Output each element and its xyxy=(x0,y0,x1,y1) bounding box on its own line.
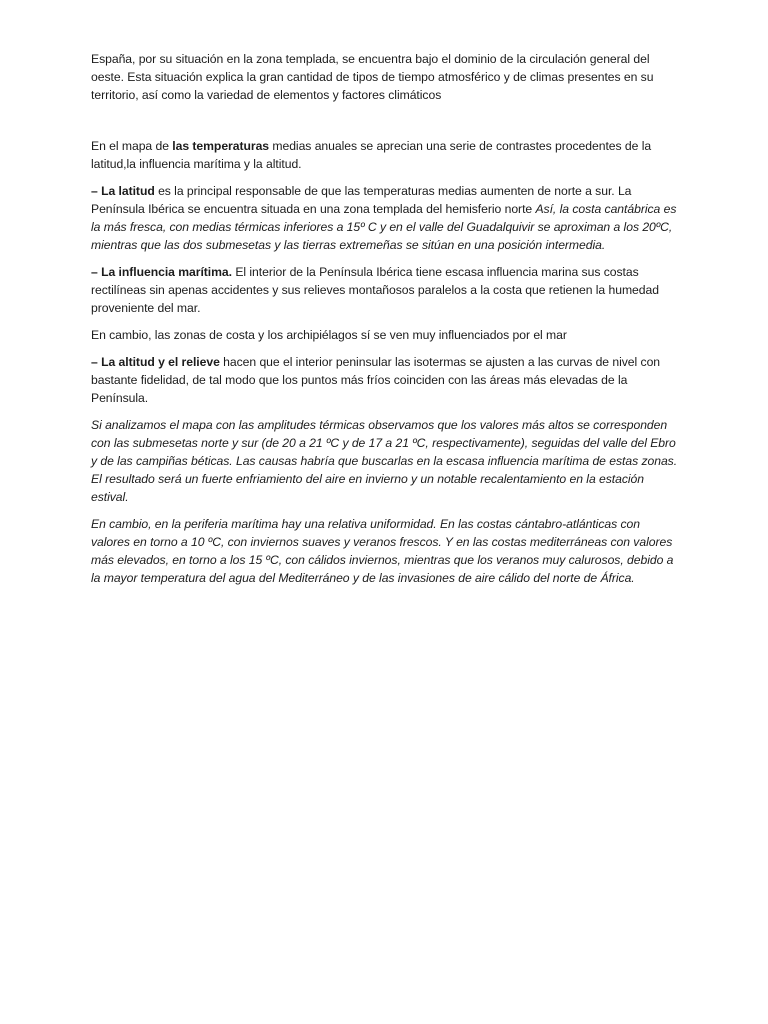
altitude-heading: – La altitud y el relieve xyxy=(91,355,220,369)
latitude-heading: – La latitud xyxy=(91,184,155,198)
temperatures-paragraph xyxy=(91,137,681,173)
maritime-paragraph xyxy=(91,263,681,317)
coast-text: En cambio, las zonas de costa y los archipiélagos sí se ven muy influenciados por el mar xyxy=(91,328,567,342)
periphery-text: En cambio, en la periferia marítima hay una relativa uniformidad. En las costas cántabro-atlánticas con valores en torno a 10 ºC, con inviernos suaves y veranos frescos. Y en las costas mediterráneas con valores más elevados, en torno a los 15 ºC, con cálidos inviernos, mientras que los veranos muy calurosos, debido a la mayor temperatura del agua del Mediterráneo y de las invasiones de aire cálido del norte de África. xyxy=(91,517,674,585)
coast-paragraph xyxy=(91,326,681,344)
amplitudes-text: Si analizamos el mapa con las amplitudes térmicas observamos que los valores más altos se corresponden con las submesetas norte y sur (de 20 a 21 ºC y de 17 a 21 ºC, respectivamente), seguidas del valle del Ebro y de las campiñas béticas. Las causas habría que buscarlas en la escasa influencia marítima de estas zonas. El resultado será un fuerte enfriamiento del aire en invierno y un notable recalentamiento en la estación estival. xyxy=(91,418,678,504)
latitude-text: es la principal responsable de que las temperaturas medias aumenten de norte a sur. La Península Ibérica se encuentra situada en una zona templada del hemisferio norte xyxy=(91,184,632,216)
temperatures-text: medias anuales se aprecian una serie de contrastes procedentes de la latitud,la influencia marítima y la altitud. xyxy=(91,139,652,171)
maritime-text: El interior de la Península Ibérica tiene escasa influencia marina sus costas rectilíneas sin apenas accidentes y sus relieves montañosos paralelos a la costa que retienen la humedad proveniente del mar. xyxy=(91,265,659,315)
temperatures-bold-term: las temperaturas xyxy=(172,139,270,153)
document-page xyxy=(91,50,681,596)
periphery-paragraph xyxy=(91,515,681,587)
altitude-paragraph xyxy=(91,353,681,407)
amplitudes-paragraph xyxy=(91,416,681,506)
altitude-text: hacen que el interior peninsular las isotermas se ajusten a las curvas de nivel con bastante fidelidad, de tal modo que los puntos más fríos coinciden con las áreas más elevadas de la Península. xyxy=(91,355,661,405)
latitude-italic-text: Así, la costa cantábrica es la más fresca, con medias térmicas inferiores a 15º C y en el valle del Guadalquivir se aproximan a los 20ºC, mientras que las dos submesetas y las tierras extremeñas se sitúan en una posición intermedia. xyxy=(91,202,677,252)
temperatures-lead-text: En el mapa de xyxy=(91,139,173,153)
intro-text: España, por su situación en la zona templada, se encuentra bajo el dominio de la circulación general del oeste. Esta situación explica la gran cantidad de tipos de tiempo atmosférico y de climas presentes en su territorio, así como la variedad de elementos y factores climáticos xyxy=(91,52,654,102)
intro-paragraph xyxy=(91,50,681,104)
latitude-paragraph xyxy=(91,182,681,254)
maritime-heading: – La influencia marítima. xyxy=(91,265,232,279)
